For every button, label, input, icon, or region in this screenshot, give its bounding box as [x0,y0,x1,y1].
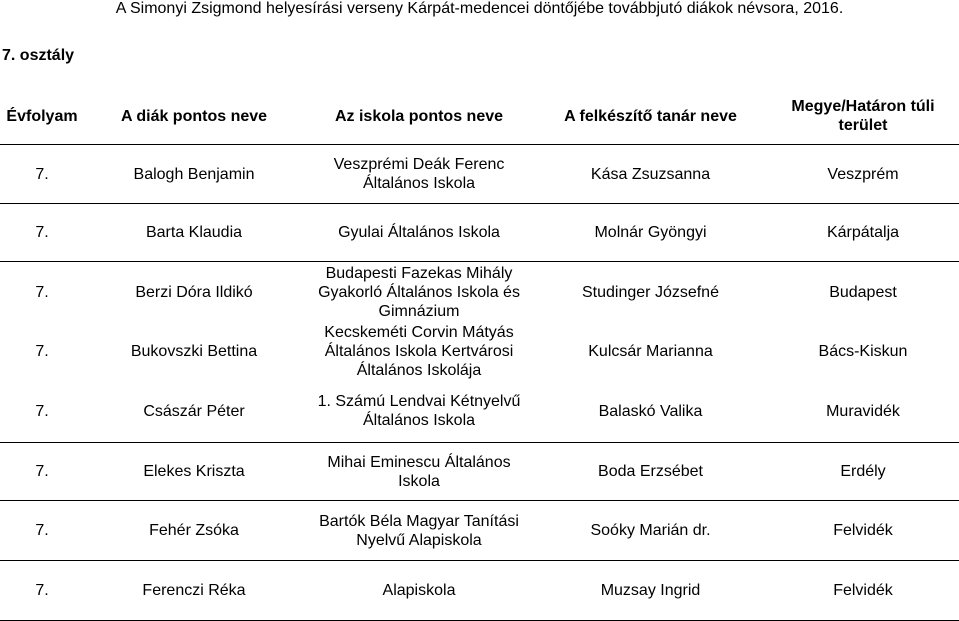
cell-school: Mihai Eminescu Általános Iskola [304,443,534,501]
column-header-school: Az iskola pontos neve [304,88,534,145]
cell-grade: 7. [0,204,84,262]
cell-region: Felvidék [767,501,959,561]
table-row [0,322,959,380]
page-title: A Simonyi Zsigmond helyesírási verseny Kárpát-medencei döntőjébe továbbjutó diákok névsora, 2016. [115,0,844,17]
column-header-teacher: A felkészítő tanár neve [534,88,767,145]
cell-grade: 7. [35,283,49,301]
cell-grade: 7. [35,342,49,360]
column-header-grade: Évfolyam [0,88,84,145]
cell-region: Erdély [767,443,959,501]
table-row [0,204,959,262]
student-roster-table [0,88,959,621]
cell-teacher: Studinger Józsefné [582,283,719,301]
cell-grade: 7. [0,501,84,561]
cell-school: Veszprémi Deák Ferenc Általános Iskola [304,145,534,204]
cell-grade: 7. [0,443,84,501]
cell-school: Gyulai Általános Iskola [304,204,534,262]
cell-student: Ferenczi Réka [84,561,304,621]
cell-teacher: Molnár Gyöngyi [534,204,767,262]
cell-school: Kecskeméti Corvin Mátyás Általános Iskola Kertvárosi Általános Iskolája [324,323,514,379]
cell-teacher: Boda Erzsébet [534,443,767,501]
cell-school: Bartók Béla Magyar Tanítási Nyelvű Alapiskola [304,501,534,561]
cell-student: Elekes Kriszta [84,443,304,501]
table-header-row [0,88,959,145]
column-header-student: A diák pontos neve [84,88,304,145]
table-row [0,145,959,204]
cell-teacher: Soóky Marián dr. [534,501,767,561]
cell-grade: 7. [0,380,84,443]
cell-region: Budapest [829,283,897,301]
cell-grade: 7. [0,561,84,621]
section-title: 7. osztály [2,47,75,64]
cell-region: Muravidék [767,380,959,443]
cell-student: Bukovszki Bettina [130,342,258,360]
cell-region: Felvidék [767,561,959,621]
cell-teacher: Kása Zsuzsanna [534,145,767,204]
cell-grade: 7. [0,145,84,204]
table-row [0,561,959,621]
cell-region: Veszprém [767,145,959,204]
cell-student: Fehér Zsóka [84,501,304,561]
table-row [0,501,959,561]
cell-student: Berzi Dóra Ildikó [135,283,253,301]
cell-region: Kárpátalja [767,204,959,262]
cell-teacher: Balaskó Valika [534,380,767,443]
cell-teacher: Kulcsár Marianna [588,342,713,360]
table-row [0,443,959,501]
cell-school: Alapiskola [304,561,534,621]
column-header-region: Megye/Határon túli terület [767,88,959,145]
cell-student: Balogh Benjamin [84,145,304,204]
cell-student: Barta Klaudia [84,204,304,262]
cell-student: Császár Péter [84,380,304,443]
cell-school: 1. Számú Lendvai Kétnyelvű Általános Iskola [304,380,534,443]
table-row [0,380,959,443]
cell-school: Budapesti Fazekas Mihály Gyakorló Általános Iskola és Gimnázium [318,264,520,320]
cell-region: Bács-Kiskun [818,342,908,360]
table-row [0,262,959,323]
cell-teacher: Muzsay Ingrid [534,561,767,621]
